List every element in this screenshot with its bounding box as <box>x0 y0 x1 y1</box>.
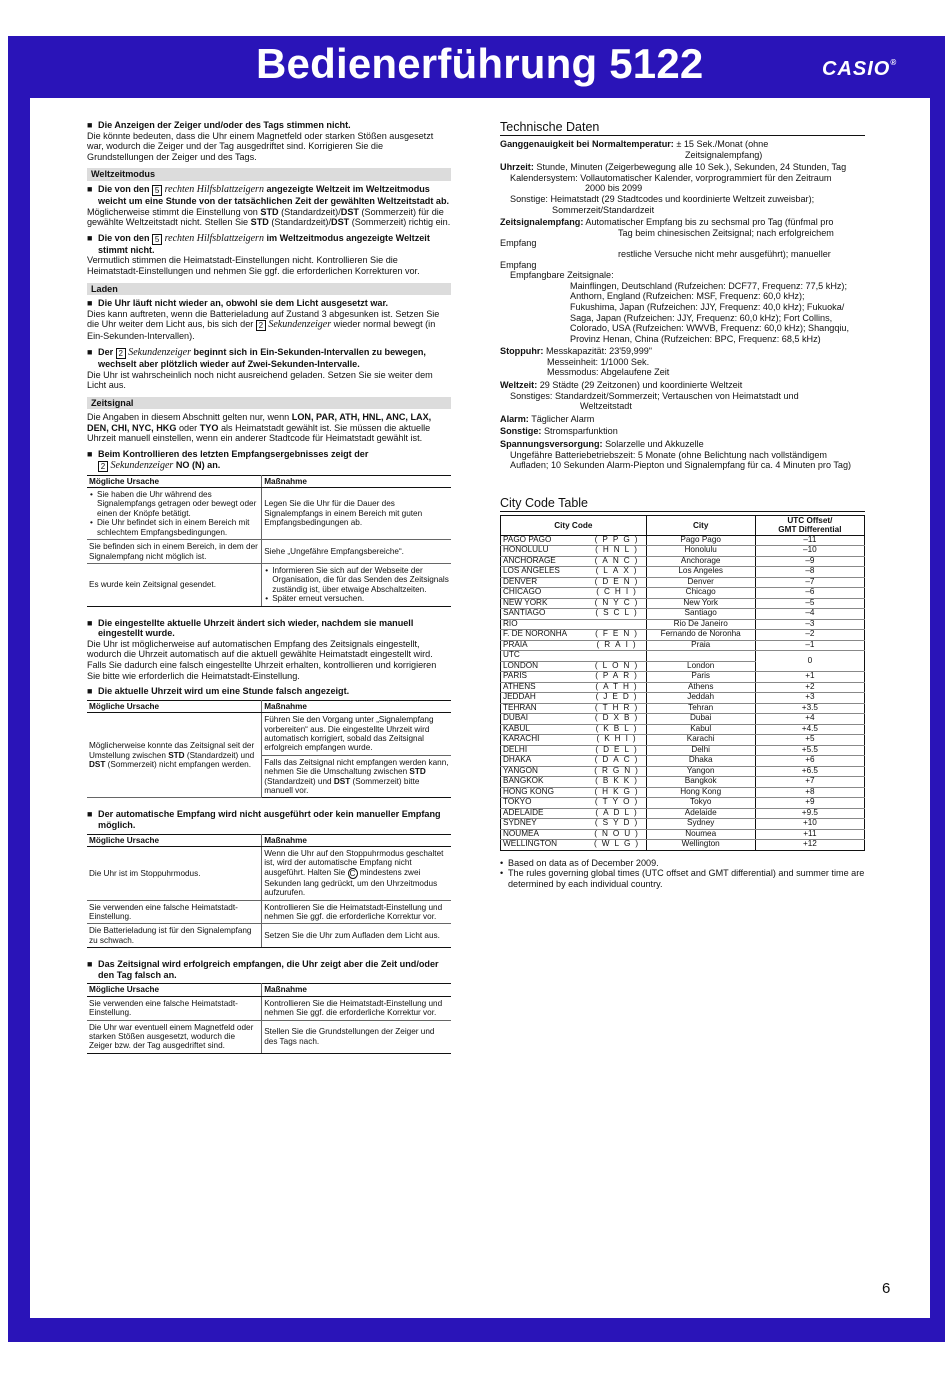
section-title-weltzeit: Weltzeitmodus <box>87 168 451 181</box>
logo-text: CASIO <box>822 58 891 80</box>
city-code: (RGN) <box>592 766 647 777</box>
table-row: • Sie haben die Uhr während des Signalempfangs getragen oder bewegt oder einen der Knöpfe betätigt. • Die Uhr befindet sich in einem Bereich mit schlechtem Empfangsbedingungen. Legen Sie die Uhr für die Dauer des Signalempfangs in einem Bereich mit guten Empfangsbedingungen ab. <box>87 488 451 540</box>
city-row <box>501 535 865 546</box>
city-label: Karachi <box>646 735 755 746</box>
city-label: Anchorage <box>646 556 755 567</box>
city-row <box>501 840 865 851</box>
city-row <box>501 588 865 599</box>
paragraph: Dies kann auftreten, wenn die Batterieladung auf Zustand 3 abgesunken ist. Setzen Sie die Uhr weiter dem Licht aus, bis sich der 2 Sekundenzeiger wieder normal bewegt (in Ein-Sekunden-Intervallen). <box>87 308 440 342</box>
city-name: DUBAI <box>501 714 592 725</box>
city-offset: +4.5 <box>755 724 864 735</box>
city-label: Yangon <box>646 766 755 777</box>
city-offset: –8 <box>755 567 864 578</box>
city-offset: –3 <box>755 619 864 630</box>
city-code: (SYD) <box>592 819 647 830</box>
city-offset: +9 <box>755 798 864 809</box>
city-code: (JED) <box>592 693 647 704</box>
city-label: London <box>646 661 755 672</box>
city-row <box>501 766 865 777</box>
city-name: ATHENS <box>501 682 592 693</box>
city-row <box>501 714 865 725</box>
spec-zeitsignal: Zeitsignalempfang: Automatischer Empfang bis zu sechsmal pro Tag (fünfmal pro Tag beim chinesischen Zeitsignal; nach erfolgreichem Empfang restliche Versuche nicht mehr ausgeführt); manueller Empfang Empfangbare Zeitsignale: Mainflingen, Deutschland (Rufzeichen: DCF77, Frequenz: 77,5 kHz); Anthorn, England (Rufzeichen: MSF, Frequenz: 60,0 kHz); Fukushima, Japan (Rufzeichen: JJY, Frequenz: 40,0 kHz); Fukuoka/ Saga, Japan (Rufzeichen: JJY, Frequenz: 60,0 kHz); Fort Collins, Colorado, USA (Rufzeichen: WWVB, Frequenz: 60,0 kHz); Shangqiu, Provinz Henan, China (Rufzeichen: BPC, Frequenz: 68,5 kHz) <box>500 217 850 344</box>
city-code: (KHI) <box>592 735 647 746</box>
city-name: HONOLULU <box>501 546 592 557</box>
city-label: New York <box>646 598 755 609</box>
city-name: WELLINGTON <box>501 840 592 851</box>
city-label: Paris <box>646 672 755 683</box>
city-row <box>501 724 865 735</box>
city-label: Sydney <box>646 819 755 830</box>
city-label: Athens <box>646 682 755 693</box>
tech-title: Technische Daten <box>500 120 865 136</box>
section-title-zeitsignal: Zeitsignal <box>87 397 451 410</box>
city-name: TOKYO <box>501 798 592 809</box>
section-heading: ■ Die aktuelle Uhrzeit wird um eine Stunde falsch angezeigt. <box>87 686 451 697</box>
city-row <box>501 598 865 609</box>
spec-stoppuhr: Stoppuhr: Messkapazität: 23'59,999" Messeinheit: 1/1000 Sek. Messmodus: Abgelaufene Zeit <box>500 346 670 378</box>
city-label: Pago Pago <box>646 535 755 546</box>
city-name: ANCHORAGE <box>501 556 592 567</box>
city-offset: –4 <box>755 609 864 620</box>
city-code: (LAX) <box>592 567 647 578</box>
button-c-icon: C <box>348 868 358 879</box>
city-name: HONG KONG <box>501 787 592 798</box>
city-row <box>501 619 865 630</box>
spec-weltzeit: Weltzeit: 29 Städte (29 Zeitzonen) und koordinierte Weltzeit Sonstiges: Standardzeit/Sommerzeit; Vertauschen von Heimatstadt und Weltzeitstadt <box>500 380 799 412</box>
city-row <box>501 703 865 714</box>
city-code: (KBL) <box>592 724 647 735</box>
city-label: Fernando de Noronha <box>646 630 755 641</box>
city-offset: +10 <box>755 819 864 830</box>
table-row: Die Batterieladung ist für den Signalempfang zu schwach. Setzen Sie die Uhr zum Aufladen dem Licht aus. <box>87 924 451 948</box>
paragraph: Möglicherweise stimmt die Einstellung von STD (Standardzeit)/DST (Sommerzeit) für die gewählte Weltzeitstadt nicht. Stellen Sie STD (Standardzeit)/DST (Sommerzeit) richtig ein. <box>87 206 451 228</box>
right-column <box>500 120 865 889</box>
city-label: Dhaka <box>646 756 755 767</box>
city-code: (DEN) <box>592 577 647 588</box>
city-name: SYDNEY <box>501 819 592 830</box>
city-name: JEDDAH <box>501 693 592 704</box>
city-code: (FEN) <box>592 630 647 641</box>
city-name: PRAIA <box>501 640 592 651</box>
city-offset: +11 <box>755 829 864 840</box>
city-code: (TYO) <box>592 798 647 809</box>
city-label <box>646 651 755 662</box>
section-heading: ■ Die eingestellte aktuelle Uhrzeit ändert sich wieder, nachdem sie manuell eingestellt wurde. <box>87 618 451 639</box>
city-offset: –11 <box>755 535 864 546</box>
city-name: RIO <box>501 619 592 630</box>
paragraph: Die könnte bedeuten, dass die Uhr einem Magnetfeld oder starken Stößen ausgesetzt war, wodurch die Zeiger und der Tag ausgedriftet sind. Korrigieren Sie die Grundstellungen der Zeiger und des Tags. <box>87 130 434 162</box>
table-row: Falls das Zeitsignal nicht empfangen werden kann, nehmen Sie die Umschaltung zwischen STD (Standardzeit) und DST (Sommerzeit) bitte manuell vor. <box>87 755 451 798</box>
col-header: Mögliche Ursache <box>87 475 262 487</box>
city-code <box>592 619 647 630</box>
city-table-title: City Code Table <box>500 496 865 512</box>
city-offset: +1 <box>755 672 864 683</box>
city-name: PARIS <box>501 672 592 683</box>
city-offset: –1 <box>755 640 864 651</box>
city-name: YANGON <box>501 766 592 777</box>
city-row <box>501 787 865 798</box>
city-code: (BKK) <box>592 777 647 788</box>
city-offset: +6 <box>755 756 864 767</box>
city-offset: –10 <box>755 546 864 557</box>
city-label: Rio De Janeiro <box>646 619 755 630</box>
city-row <box>501 609 865 620</box>
city-code: (DEL) <box>592 745 647 756</box>
col-header: City <box>646 515 755 535</box>
page-title: Bedienerführung 5122 <box>256 40 704 87</box>
city-label: Tehran <box>646 703 755 714</box>
city-name: LONDON <box>501 661 592 672</box>
city-offset: +5 <box>755 735 864 746</box>
city-offset: –2 <box>755 630 864 641</box>
table-row: Die Uhr war eventuell einem Magnetfeld oder starken Stößen ausgesetzt, wodurch die Zeiger bzw. der Tag ausgedriftet sind. Stellen Sie die Grundstellungen der Zeiger und des Tags nach. <box>87 1020 451 1053</box>
city-code: (HKG) <box>592 787 647 798</box>
city-row <box>501 756 865 767</box>
spec-alarm: Alarm: Täglicher Alarm <box>500 413 595 424</box>
city-code: (PAR) <box>592 672 647 683</box>
city-code: (SCL) <box>592 609 647 620</box>
city-code: (DXB) <box>592 714 647 725</box>
table-row: Möglicherweise konnte das Zeitsignal seit der Umstellung zwischen STD (Standardzeit) und DST (Sommerzeit) nicht empfangen werden. Führen Sie den Vorgang unter „Signalempfang vorbereiten“ aus. Die eingestellte Uhrzeit wird automatisch korrigiert, sobald das Zeitsignal erfolgreich empfangen wurde. <box>87 713 451 756</box>
footnote: • The rules governing global times (UTC offset and GMT differential) and summer time are determined by each individual country. <box>500 868 865 889</box>
city-row <box>501 567 865 578</box>
city-offset: +3.5 <box>755 703 864 714</box>
section-heading: ■ Der automatische Empfang wird nicht ausgeführt oder kein manueller Empfang möglich. <box>87 809 451 830</box>
section-heading: ■ Die von den 5 rechten Hilfsblattzeigern im Weltzeitmodus angezeigte Weltzeit stimmt nicht. <box>87 233 451 256</box>
page-number: 6 <box>882 1280 891 1297</box>
city-row <box>501 577 865 588</box>
paragraph: Vermutlich stimmen die Heimatstadt-Einstellungen nicht. Kontrollieren Sie die Heimatstadt-Einstellungen und nehmen Sie ggf. die erforderlichen Korrekturen vor. <box>87 255 420 276</box>
city-row <box>501 808 865 819</box>
city-offset: +5.5 <box>755 745 864 756</box>
col-header: City Code <box>501 515 647 535</box>
city-name: DENVER <box>501 577 592 588</box>
city-offset: +3 <box>755 693 864 704</box>
city-code-table <box>500 515 865 851</box>
city-name: LOS ANGELES <box>501 567 592 578</box>
table-row: Sie befinden sich in einem Bereich, in dem der Signalempfang nicht möglich ist. Siehe „Ungefähre Empfangsbereiche“. <box>87 540 451 564</box>
city-label: Santiago <box>646 609 755 620</box>
table-row: Sie verwenden eine falsche Heimatstadt-Einstellung. Kontrollieren Sie die Heimatstadt-Einstellung und nehmen Sie ggf. die erforderliche Korrektur vor. <box>87 996 451 1020</box>
city-code: (ANC) <box>592 556 647 567</box>
table-row: Es wurde kein Zeitsignal gesendet. • Informieren Sie sich auf der Webseite der Organisation, die für das Senden des Zeitsignals zuständig ist, über etwaige Abschaltzeiten. • Später erneut versuchen. <box>87 563 451 606</box>
city-code: (PPG) <box>592 535 647 546</box>
city-name: ADELAIDE <box>501 808 592 819</box>
city-code: (ATH) <box>592 682 647 693</box>
troubleshoot-table-1 <box>87 475 451 607</box>
city-label: Jeddah <box>646 693 755 704</box>
city-name: DHAKA <box>501 756 592 767</box>
registered-mark: ® <box>890 58 898 67</box>
city-name: BANGKOK <box>501 777 592 788</box>
city-label: Adelaide <box>646 808 755 819</box>
city-label: Dubai <box>646 714 755 725</box>
city-offset: +7 <box>755 777 864 788</box>
city-row <box>501 735 865 746</box>
col-header: UTC Offset/ GMT Differential <box>755 515 864 535</box>
troubleshoot-table-4: Mögliche Ursache Maßnahme Sie verwenden eine falsche Heimatstadt-Einstellung. Kontrollieren Sie die Heimatstadt-Einstellung und nehmen Sie ggf. die erforderliche Korrektur vor. Die Uhr war eventuell einem Magnetfeld oder starken Stößen ausgesetzt, wodurch die Zeiger bzw. der Tag ausgedriftet sind. Stellen Sie die Grundstellungen der Zeiger und des Tags nach. <box>87 983 451 1053</box>
spec-gang: Ganggenauigkeit bei Normaltemperatur: ± 15 Sek./Monat (ohne Zeitsignalempfang) <box>500 139 769 160</box>
city-code: (WLG) <box>592 840 647 851</box>
city-offset: +9.5 <box>755 808 864 819</box>
paragraph: Die Angaben in diesem Abschnitt gelten nur, wenn LON, PAR, ATH, HNL, ANC, LAX, DEN, CHI, NYC, HKG oder TYO als Heimatstadt gewählt ist. Sie müssen die aktuelle Uhrzeit manuell einstellen, wenn ein anderer Stadtcode für Heimatstadt gewählt ist. <box>87 412 432 444</box>
city-code: (NYC) <box>592 598 647 609</box>
city-name: TEHRAN <box>501 703 592 714</box>
city-name: CHICAGO <box>501 588 592 599</box>
city-row <box>501 546 865 557</box>
city-label: Noumea <box>646 829 755 840</box>
city-label: Los Angeles <box>646 567 755 578</box>
city-code: (NOU) <box>592 829 647 840</box>
section-heading: ■ Die von den 5 rechten Hilfsblattzeigern angezeigte Weltzeit im Weltzeitmodus weicht um eine Stunde von der tatsächlichen Zeit der gewählten Weltzeitstadt ab. <box>87 184 451 207</box>
city-name: KARACHI <box>501 735 592 746</box>
paragraph: Die Uhr ist wahrscheinlich noch nicht ausreichend geladen. Setzen Sie sie weiter dem Licht aus. <box>87 369 433 391</box>
col-header: Maßnahme <box>262 475 451 487</box>
spec-spannung: Spannungsversorgung: Solarzelle und Akkuzelle Ungefähre Batteriebetriebszeit: 5 Monate (ohne Belichtung nach vollständigem Aufladen; 10 Sekunden Alarm-Piepton und Signalempfang für ca. 4 Minuten pro Tag) <box>500 439 852 471</box>
city-row <box>501 745 865 756</box>
section-heading: ■ Die Anzeigen der Zeiger und/oder des Tags stimmen nicht. <box>87 120 451 131</box>
troubleshoot-table-2: Mögliche Ursache Maßnahme Möglicherweise konnte das Zeitsignal seit der Umstellung zwischen STD (Standardzeit) und DST (Sommerzeit) nicht empfangen werden. Führen Sie den Vorgang unter „Signalempfang vorbereiten“ aus. Die eingestellte Uhrzeit wird automatisch korrigiert, sobald das Zeitsignal erfolgreich empfangen wurde. Falls das Zeitsignal nicht empfangen werden kann, nehmen Sie die Umschaltung zwischen STD (Standardzeit) und DST (Sommerzeit) bitte manuell vor. <box>87 700 451 799</box>
city-offset: +2 <box>755 682 864 693</box>
city-code: (THR) <box>592 703 647 714</box>
city-row <box>501 777 865 788</box>
city-row <box>501 693 865 704</box>
city-label: Chicago <box>646 588 755 599</box>
section-heading: ■ Das Zeitsignal wird erfolgreich empfangen, die Uhr zeigt aber die Zeit und/oder den Tag falsch an. <box>87 959 451 980</box>
city-code: (LON) <box>592 661 647 672</box>
city-row <box>501 819 865 830</box>
city-label: Delhi <box>646 745 755 756</box>
city-code: (HNL) <box>592 546 647 557</box>
city-name: NEW YORK <box>501 598 592 609</box>
city-code: (CHI) <box>592 588 647 599</box>
city-name: PAGO PAGO <box>501 535 592 546</box>
city-offset: –9 <box>755 556 864 567</box>
city-name: NOUMEA <box>501 829 592 840</box>
city-offset: –7 <box>755 577 864 588</box>
city-label: Honolulu <box>646 546 755 557</box>
city-code: (DAC) <box>592 756 647 767</box>
city-label: Kabul <box>646 724 755 735</box>
spec-uhrzeit: Uhrzeit: Stunde, Minuten (Zeigerbewegung alle 10 Sek.), Sekunden, 24 Stunden, Tag Kalendersystem: Vollautomatischer Kalender, vorprogrammiert für den Zeitraum 2000 bis 2099 Sonstige: Heimatstadt (29 Stadtcodes und koordinierte Weltzeit zuweisbar); Sommerzeit/Standardzeit <box>500 162 847 215</box>
city-name: KABUL <box>501 724 592 735</box>
city-name: UTC <box>501 651 592 662</box>
left-column <box>87 120 451 1054</box>
city-name: F. DE NORONHA <box>501 630 592 641</box>
city-label: Denver <box>646 577 755 588</box>
section-title-laden: Laden <box>87 283 451 296</box>
city-row <box>501 630 865 641</box>
city-offset: +12 <box>755 840 864 851</box>
city-offset: +6.5 <box>755 766 864 777</box>
city-row <box>501 682 865 693</box>
city-row <box>501 651 865 662</box>
city-name: DELHI <box>501 745 592 756</box>
city-offset: –5 <box>755 598 864 609</box>
footnote: • Based on data as of December 2009. <box>500 858 865 869</box>
section-heading: ■ Der 2 Sekundenzeiger beginnt sich in Ein-Sekunden-Intervallen zu bewegen, wechselt aber plötzlich wieder auf Zwei-Sekunden-Intervalle. <box>87 347 451 370</box>
city-label: Tokyo <box>646 798 755 809</box>
city-name: SANTIAGO <box>501 609 592 620</box>
city-offset: +4 <box>755 714 864 725</box>
city-code: (ADL) <box>592 808 647 819</box>
city-offset: 0 <box>755 651 864 672</box>
troubleshoot-table-3: Mögliche Ursache Maßnahme Die Uhr ist im Stoppuhrmodus. Wenn die Uhr auf den Stoppuhrmodus geschaltet ist, wird der automatische Empfang nicht ausgeführt. Halten Sie C mindestens zwei Sekunden lang gedrückt, um den Uhrzeitmodus aufzurufen. Sie verwenden eine falsche Heimatstadt-Einstellung. Kontrollieren Sie die Heimatstadt-Einstellung und nehmen Sie ggf. die erforderliche Korrektur vor. Die Batterieladung ist für den Signalempfang zu schwach. Setzen Sie die Uhr zum Aufladen dem Licht aus. <box>87 834 451 949</box>
city-code <box>592 651 647 662</box>
spec-sonstige: Sonstige: Stromsparfunktion <box>500 426 618 437</box>
section-heading: ■ Beim Kontrollieren des letzten Empfangsergebnisses zeigt der 2 Sekundenzeiger NO (N) an. <box>87 449 451 472</box>
city-row <box>501 672 865 683</box>
city-row <box>501 829 865 840</box>
city-label: Bangkok <box>646 777 755 788</box>
table-row: Die Uhr ist im Stoppuhrmodus. Wenn die Uhr auf den Stoppuhrmodus geschaltet ist, wird der automatische Empfang nicht ausgeführt. Halten Sie C mindestens zwei Sekunden lang gedrückt, um den Uhrzeitmodus aufzurufen. <box>87 846 451 900</box>
city-label: Hong Kong <box>646 787 755 798</box>
city-row <box>501 640 865 651</box>
city-label: Praia <box>646 640 755 651</box>
paragraph: Die Uhr ist möglicherweise auf automatischen Empfang des Zeitsignals eingestellt, wodurch die Uhrzeit automatisch auf die aktuell gewählte Heimatstadt eingestellt wird. Falls Sie dadurch eine falsch eingestellte Uhrzeit erhalten, kontrollieren und korrigieren Sie bitte wie erforderlich die Heimatstadt-Einstellung. <box>87 638 437 681</box>
table-row: Sie verwenden eine falsche Heimatstadt-Einstellung. Kontrollieren Sie die Heimatstadt-Einstellung und nehmen Sie ggf. die erforderliche Korrektur vor. <box>87 900 451 924</box>
city-code: (RAI) <box>592 640 647 651</box>
city-row <box>501 556 865 567</box>
casio-logo <box>822 58 897 81</box>
city-label: Wellington <box>646 840 755 851</box>
city-offset: –6 <box>755 588 864 599</box>
section-heading: ■ Die Uhr läuft nicht wieder an, obwohl sie dem Licht ausgesetzt war. <box>87 298 451 309</box>
city-offset: +8 <box>755 787 864 798</box>
city-row <box>501 798 865 809</box>
